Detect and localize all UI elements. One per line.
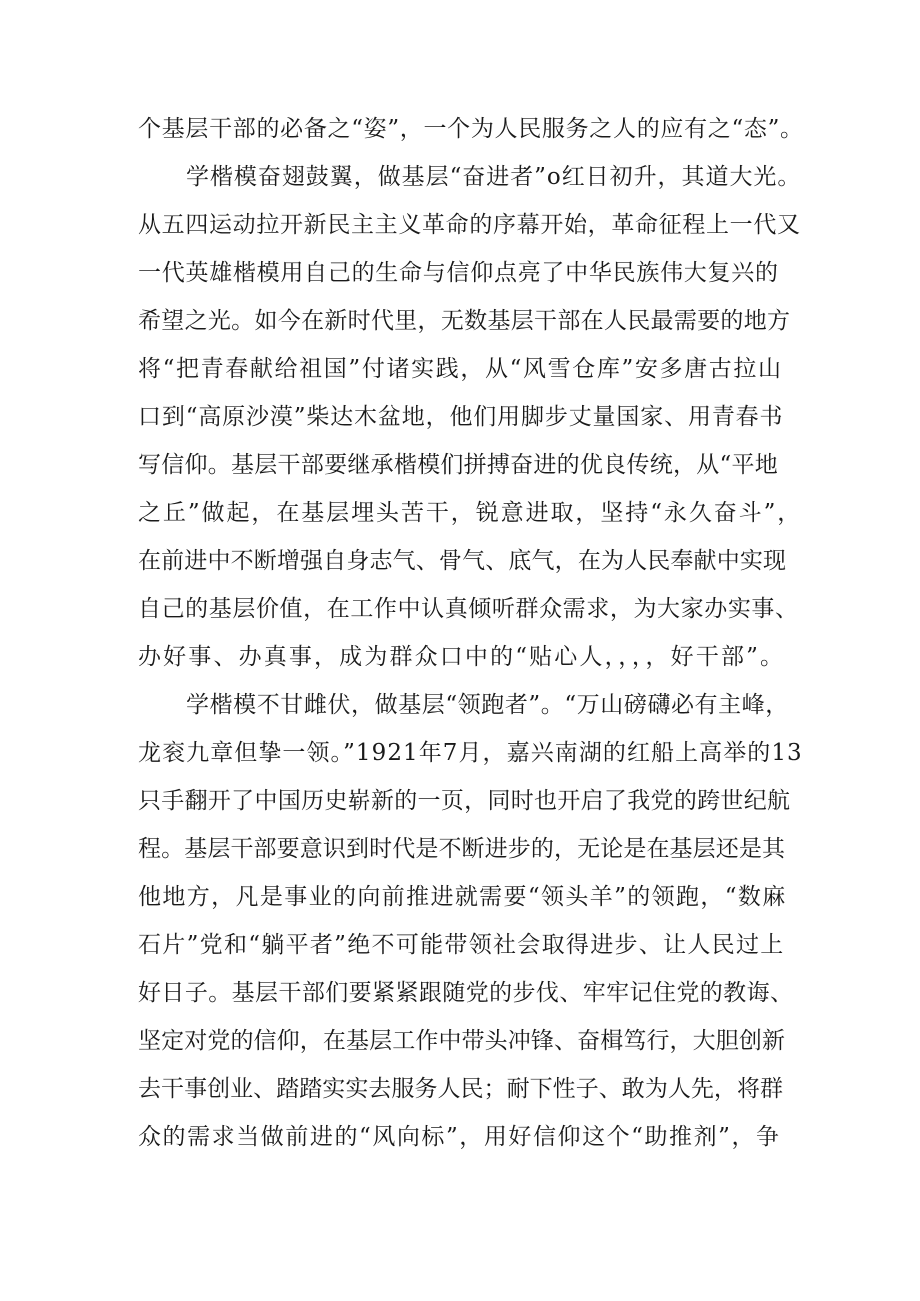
text-line: 一代英雄楷模用自己的生命与信仰点亮了中华民族伟大复兴的 bbox=[138, 260, 779, 286]
text-line: 之丘”做起，在基层埋头苦干，锐意进取，坚持“永久奋斗”， bbox=[138, 500, 803, 526]
text-line: 写信仰。基层干部要继承楷模们拼搏奋进的优良传统，从“平地 bbox=[138, 452, 779, 478]
text-line: 将“把青春献给祖国”付诸实践，从“风雪仓库”安多唐古拉山 bbox=[138, 356, 783, 382]
text-line: 口到“高原沙漠”柴达木盆地，他们用脚步丈量国家、用青春书 bbox=[138, 404, 784, 430]
text-line: 自己的基层价值，在工作中认真倾听群众需求，为大家办实事、 bbox=[138, 596, 799, 622]
text-line: 他地方，凡是事业的向前推进就需要“领头羊”的领跑，“数麻 bbox=[138, 884, 787, 910]
text-line: 众的需求当做前进的“风向标”，用好信仰这个“助推剂”，争 bbox=[138, 1124, 781, 1150]
text-line: 坚定对党的信仰，在基层工作中带头冲锋、奋楫笃行，大胆创新 bbox=[138, 1028, 786, 1054]
text-line: 只手翻开了中国历史崭新的一页，同时也开启了我党的跨世纪航 bbox=[138, 788, 791, 814]
text-line: 学楷模奋翅鼓翼，做基层“奋进者”o红日初升，其道大光。 bbox=[186, 164, 802, 190]
text-line: 去干事创业、踏踏实实去服务人民；耐下性子、敢为人先，将群 bbox=[138, 1076, 784, 1102]
text-line: 希望之光。如今在新时代里，无数基层干部在人民最需要的地方 bbox=[138, 308, 791, 334]
text-line: 办好事、办真事，成为群众口中的“贴心人，，，，好干部”。 bbox=[138, 644, 786, 670]
text-line: 石片”党和“躺平者”绝不可能带领社会取得进步、让人民过上 bbox=[138, 932, 785, 958]
text-line: 个基层干部的必备之“姿”，一个为人民服务之人的应有之“态”。 bbox=[138, 116, 804, 142]
text-line: 学楷模不甘雌伏，做基层“领跑者”。“万山磅礴必有主峰， bbox=[186, 692, 789, 718]
text-line: 好日子。基层干部们要紧紧跟随党的步伐、牢牢记住党的教诲、 bbox=[138, 980, 794, 1006]
text-line: 从五四运动拉开新民主主义革命的序幕开始，革命征程上一代又 bbox=[138, 212, 801, 238]
text-line: 龙衮九章但挚一领。”1921年7月，嘉兴南湖的红船上高举的13 bbox=[138, 740, 803, 766]
text-line: 程。基层干部要意识到时代是不断进步的，无论是在基层还是其 bbox=[138, 836, 786, 862]
text-line: 在前进中不断增强自身志气、骨气、底气，在为人民奉献中实现 bbox=[138, 548, 787, 574]
